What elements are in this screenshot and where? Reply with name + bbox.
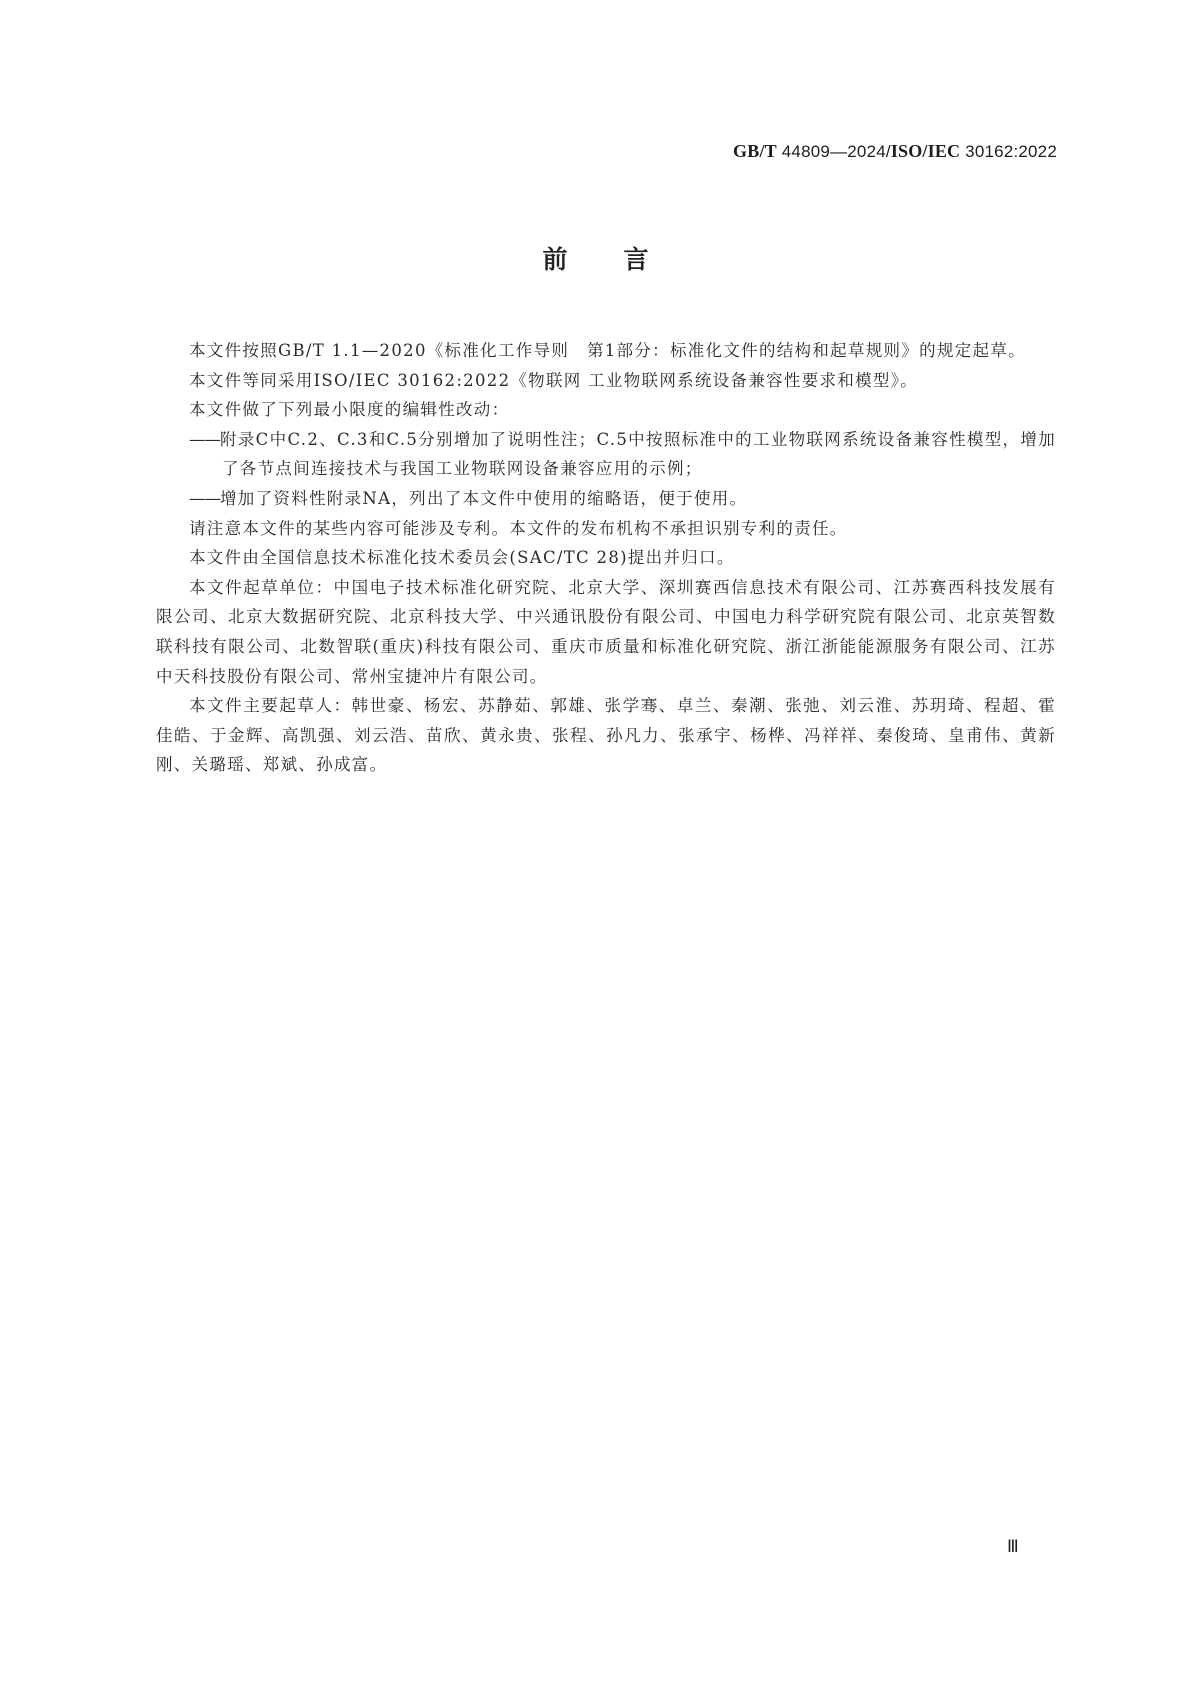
paragraph-drafters: 本文件主要起草人：韩世豪、杨宏、苏静茹、郭雄、张学骞、卓兰、秦潮、张弛、刘云淮、苏玥琦、程超、霍佳皓、于金辉、高凯强、刘云浩、苗欣、黄永贵、张程、孙凡力、张承宇、杨桦、冯祥祥、秦俊琦、皇甫伟、黄新刚、关璐瑶、郑斌、孙成富。: [156, 696, 1056, 775]
dash-mark: ——: [189, 429, 220, 449]
list-item-edit-1: [156, 425, 1056, 484]
paragraph-drafting-rules: 本文件按照GB/T 1.1—2020《标准化工作导则 第1部分：标准化文件的结构和起草规则》的规定起草。: [189, 341, 1026, 360]
page-title: 前言: [542, 245, 705, 274]
dash-mark: ——: [189, 488, 220, 508]
paragraph-edits-intro: 本文件做了下列最小限度的编辑性改动：: [189, 400, 510, 420]
paragraph-proposer: 本文件由全国信息技术标准化技术委员会(SAC/TC 28)提出并归口。: [189, 548, 735, 568]
standard-code-number: 44809—2024/: [776, 142, 891, 161]
foreword-body: [156, 336, 1056, 780]
edit-1-text: 附录C中C.2、C.3和C.5分别增加了说明性注；C.5中按照标准中的工业物联网系统设备兼容性模型，增加了各节点间连接技术与我国工业物联网设备兼容应用的示例；: [220, 429, 1056, 479]
standard-code-iso-number: 30162:2022: [960, 142, 1057, 161]
paragraph-patent-notice: 请注意本文件的某些内容可能涉及专利。本文件的发布机构不承担识别专利的责任。: [189, 518, 848, 538]
page-number: Ⅲ: [1007, 1537, 1019, 1556]
edit-2-text: 增加了资料性附录NA，列出了本文件中使用的缩略语，便于使用。: [220, 488, 748, 508]
standard-code-gbt: GB/T: [733, 141, 777, 161]
list-item-edit-2: [156, 484, 1056, 514]
paragraph-drafting-units: 本文件起草单位：中国电子技术标准化研究院、北京大学、深圳赛西信息技术有限公司、江苏赛西科技发展有限公司、北京大数据研究院、北京科技大学、中兴通讯股份有限公司、中国电力科学研究院有限公司、北京英智数联科技有限公司、北数智联(重庆)科技有限公司、重庆市质量和标准化研究院、浙江浙能能源服务有限公司、江苏中天科技股份有限公司、常州宝捷冲片有限公司。: [156, 577, 1056, 686]
paragraph-adoption: 本文件等同采用ISO/IEC 30162:2022《物联网 工业物联网系统设备兼容性要求和模型》。: [189, 370, 919, 390]
standard-code-iso: ISO/IEC: [890, 141, 961, 161]
standard-code-header: [733, 141, 1057, 162]
